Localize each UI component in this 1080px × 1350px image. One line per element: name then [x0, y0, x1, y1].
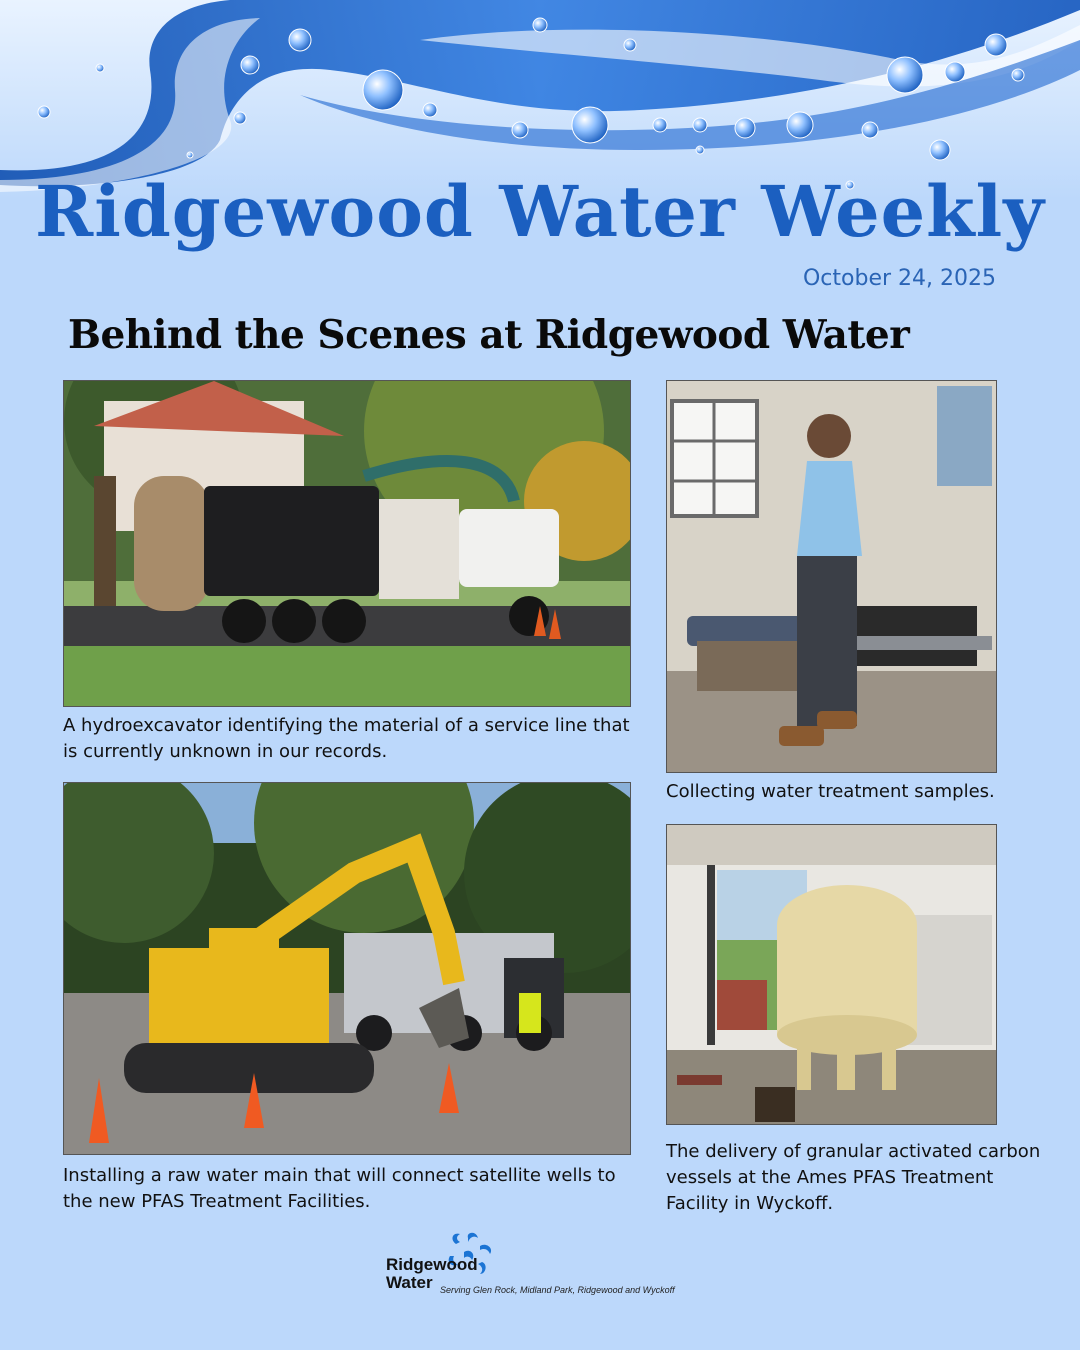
excavator-water-main-photo [63, 782, 631, 1155]
hydroexcavator-truck-photo [63, 380, 631, 707]
logo-text-ridgewood: Ridgewood [386, 1255, 478, 1274]
photo-caption-hydroexcavator: A hydroexcavator identifying the material of a service line that is currently unknown in our records. [63, 715, 630, 762]
water-sample-collection-photo [666, 380, 997, 773]
logo-text-water: Water [386, 1273, 433, 1292]
carbon-vessel-delivery-photo [666, 824, 997, 1125]
newsletter-title: Ridgewood Water Weekly [35, 170, 1045, 253]
photo-caption-samples: Collecting water treatment samples. [666, 781, 995, 802]
issue-date: October 24, 2025 [802, 266, 996, 291]
logo-tagline: Serving Glen Rock, Midland Park, Ridgewood and Wyckoff [440, 1285, 675, 1295]
photo-caption-carbon-vessels: The delivery of granular activated carbon vessels at the Ames PFAS Treatment Facility in Wyckoff. [666, 1141, 1041, 1214]
ridgewood-water-logo [384, 1232, 674, 1302]
headline: Behind the Scenes at Ridgewood Water [68, 312, 910, 358]
photo-caption-water-main: Installing a raw water main that will connect satellite wells to the new PFAS Treatment Facilities. [63, 1165, 616, 1212]
